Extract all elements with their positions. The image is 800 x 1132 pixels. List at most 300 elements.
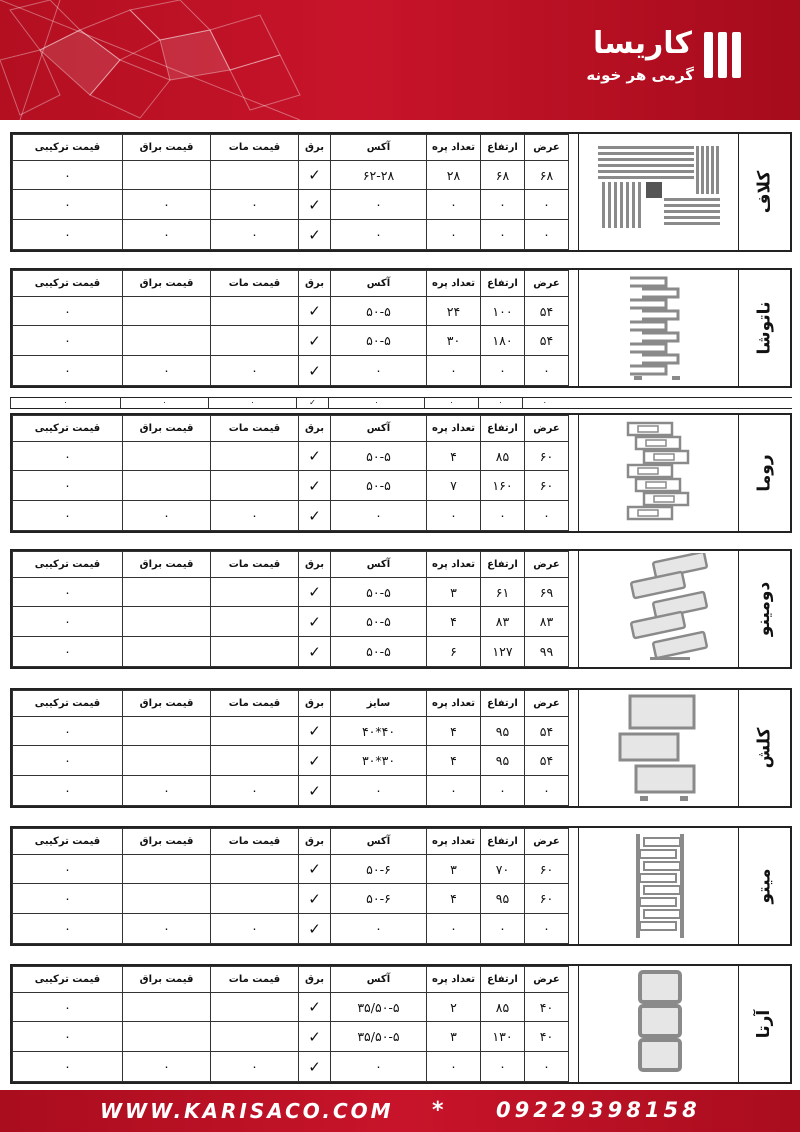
table-cell [123, 746, 211, 776]
table-cell: ۵۰-۵ [331, 326, 427, 356]
column-header: قیمت ترکیبی [13, 416, 123, 442]
table-row [13, 441, 569, 471]
column-header: تعداد پره [427, 691, 481, 717]
table-row [13, 577, 569, 607]
table-cell: ۰ [123, 914, 211, 944]
table-cell: ۶۹ [525, 577, 569, 607]
column-header: تعداد پره [427, 271, 481, 297]
column-header: ارتفاع [481, 691, 525, 717]
table-cell: ۰ [13, 190, 123, 220]
column-header: ارتفاع [481, 416, 525, 442]
column-header: قیمت مات [211, 691, 299, 717]
table-cell: ۰ [13, 356, 123, 386]
radiator-thumbnail [584, 136, 734, 248]
electric-check-icon: ✓ [299, 914, 331, 944]
table-cell: ۹۵ [481, 884, 525, 914]
product-block [10, 826, 792, 946]
column-header: برق [299, 967, 331, 993]
column-header: عرض [525, 967, 569, 993]
table-row [13, 220, 569, 250]
table-cell: ۰ [525, 356, 569, 386]
table-cell: ۸۵ [481, 441, 525, 471]
product-image-cell [578, 415, 738, 531]
table-cell: ۰ [211, 1052, 299, 1082]
logo-bars-icon [704, 32, 742, 78]
electric-check-icon: ✓ [299, 607, 331, 637]
table-cell [211, 746, 299, 776]
column-header: عرض [525, 552, 569, 578]
table-cell: ۰ [481, 776, 525, 806]
table-cell: ۰ [331, 356, 427, 386]
table-cell: ۳۰ [427, 326, 481, 356]
table-cell: ۴۰ [525, 1022, 569, 1052]
product-block [10, 549, 792, 669]
column-header: تعداد پره [427, 967, 481, 993]
table-row [13, 471, 569, 501]
table-cell: ۴ [427, 441, 481, 471]
table-row [13, 607, 569, 637]
table-row [13, 884, 569, 914]
footer-banner [0, 1090, 800, 1132]
table-cell: ۶۰ [525, 884, 569, 914]
table-cell: ۰ [13, 577, 123, 607]
table-cell: ۰ [13, 220, 123, 250]
radiator-thumbnail [584, 553, 734, 665]
table-cell: ۰ [13, 471, 123, 501]
table-row [13, 356, 569, 386]
column-header: آکس [331, 552, 427, 578]
table-cell: ۵۰-۵ [331, 441, 427, 471]
electric-check-icon: ✓ [299, 326, 331, 356]
electric-check-icon: ✓ [299, 637, 331, 667]
table-cell: ۳۰*۳۰ [331, 746, 427, 776]
table-cell: ۰ [525, 220, 569, 250]
table-cell: ۰ [481, 190, 525, 220]
column-header: عرض [525, 829, 569, 855]
product-block [10, 268, 792, 388]
column-header: قیمت براق [123, 135, 211, 161]
table-cell: ۴ [427, 607, 481, 637]
table-cell: ۰ [331, 190, 427, 220]
table-cell: ۰ [211, 501, 299, 531]
table-row [13, 637, 569, 667]
header-banner [0, 0, 800, 120]
table-cell: ۸۳ [525, 607, 569, 637]
table-cell: ۰ [427, 776, 481, 806]
column-header: قیمت مات [211, 829, 299, 855]
table-cell [123, 296, 211, 326]
table-cell: ۰ [13, 746, 123, 776]
table-cell [211, 471, 299, 501]
radiator-thumbnail [584, 830, 734, 942]
table-cell: ۳۵/۵۰-۵ [331, 992, 427, 1022]
table-cell: ۲۸ [427, 160, 481, 190]
strip-cell: ۰ [121, 398, 209, 408]
table-cell: ۰ [123, 501, 211, 531]
table-cell [211, 577, 299, 607]
column-header: ارتفاع [481, 271, 525, 297]
electric-check-icon: ✓ [299, 577, 331, 607]
table-cell: ۲ [427, 992, 481, 1022]
table-cell: ۰ [427, 220, 481, 250]
column-header: تعداد پره [427, 552, 481, 578]
product-image-cell [578, 966, 738, 1082]
product-block [10, 688, 792, 808]
table-header-row [13, 552, 569, 578]
separator-strip [10, 397, 792, 409]
table-cell [123, 577, 211, 607]
electric-check-icon: ✓ [299, 992, 331, 1022]
product-block [10, 964, 792, 1084]
column-header: برق [299, 552, 331, 578]
column-header: قیمت براق [123, 271, 211, 297]
table-cell: ۰ [13, 914, 123, 944]
column-header: قیمت براق [123, 967, 211, 993]
table-cell [123, 992, 211, 1022]
column-header: ارتفاع [481, 552, 525, 578]
phone-number[interactable]: 09229398158 [496, 1098, 701, 1122]
product-name: میتو [754, 868, 775, 904]
spec-table [12, 690, 569, 806]
strip-cell: ۰ [209, 398, 297, 408]
table-cell [211, 637, 299, 667]
radiator-thumbnail [584, 417, 734, 529]
product-name-cell [738, 828, 790, 944]
table-cell: ۰ [13, 854, 123, 884]
strip-cell: ۰ [479, 398, 523, 408]
table-cell: ۰ [13, 776, 123, 806]
table-cell: ۱۰۰ [481, 296, 525, 326]
table-cell: ۰ [13, 1022, 123, 1052]
electric-check-icon: ✓ [299, 854, 331, 884]
table-cell: ۰ [427, 1052, 481, 1082]
table-cell: ۱۶۰ [481, 471, 525, 501]
table-cell: ۵۰-۵ [331, 637, 427, 667]
electric-check-icon: ✓ [299, 296, 331, 326]
column-header: برق [299, 271, 331, 297]
table-cell: ۵۰-۵ [331, 296, 427, 326]
strip-cell: ۰ [523, 398, 567, 408]
spec-table [12, 134, 569, 250]
table-cell: ۵۰-۵ [331, 471, 427, 501]
table-header-row [13, 271, 569, 297]
product-image-cell [578, 134, 738, 250]
geometric-pattern-decoration [0, 0, 330, 120]
electric-check-icon: ✓ [299, 776, 331, 806]
strip-table [10, 398, 567, 408]
table-cell: ۹۵ [481, 746, 525, 776]
electric-check-icon: ✓ [299, 1022, 331, 1052]
table-cell: ۵۴ [525, 746, 569, 776]
table-header-row [13, 829, 569, 855]
strip-cell: ۰ [425, 398, 479, 408]
table-cell [123, 1022, 211, 1052]
table-cell: ۰ [331, 776, 427, 806]
table-cell: ۰ [481, 914, 525, 944]
table-cell: ۵۴ [525, 326, 569, 356]
table-cell: ۰ [481, 220, 525, 250]
column-header: تعداد پره [427, 135, 481, 161]
table-cell: ۰ [525, 914, 569, 944]
table-cell: ۰ [13, 637, 123, 667]
brand-logo [522, 26, 742, 96]
table-cell [211, 441, 299, 471]
table-cell: ۰ [211, 190, 299, 220]
table-row [13, 501, 569, 531]
column-header: قیمت مات [211, 416, 299, 442]
product-block [10, 413, 792, 533]
radiator-thumbnail [584, 692, 734, 804]
product-name-cell [738, 966, 790, 1082]
column-header: ارتفاع [481, 829, 525, 855]
radiator-thumbnail [584, 272, 734, 384]
table-cell: ۰ [13, 326, 123, 356]
column-header: سایز [331, 691, 427, 717]
table-cell: ۰ [481, 1052, 525, 1082]
electric-check-icon: ✓ [299, 356, 331, 386]
table-cell: ۴ [427, 746, 481, 776]
table-header-row [13, 967, 569, 993]
table-cell: ۰ [525, 1052, 569, 1082]
table-cell [123, 716, 211, 746]
table-cell: ۰ [427, 356, 481, 386]
table-cell: ۴۰*۴۰ [331, 716, 427, 746]
table-cell: ۶۰ [525, 854, 569, 884]
table-cell: ۰ [13, 716, 123, 746]
table-cell: ۰ [525, 190, 569, 220]
table-cell: ۷ [427, 471, 481, 501]
table-cell [211, 160, 299, 190]
table-cell: ۶۸ [525, 160, 569, 190]
table-cell: ۳ [427, 854, 481, 884]
product-name-cell [738, 415, 790, 531]
table-cell: ۲۴ [427, 296, 481, 326]
product-image-cell [578, 690, 738, 806]
table-cell: ۴۰ [525, 992, 569, 1022]
table-row [13, 1052, 569, 1082]
table-cell: ۵۴ [525, 716, 569, 746]
column-header: برق [299, 829, 331, 855]
table-row [13, 1022, 569, 1052]
column-header: عرض [525, 691, 569, 717]
table-cell [123, 637, 211, 667]
table-cell [211, 884, 299, 914]
table-cell: ۰ [13, 501, 123, 531]
table-cell: ۰ [13, 1052, 123, 1082]
column-header: برق [299, 691, 331, 717]
spec-table [12, 551, 569, 667]
table-cell: ۰ [13, 160, 123, 190]
product-name: دومینو [754, 581, 775, 637]
table-cell: ۱۳۰ [481, 1022, 525, 1052]
column-header: ارتفاع [481, 135, 525, 161]
product-image-cell [578, 828, 738, 944]
table-cell: ۰ [331, 501, 427, 531]
table-cell: ۰ [123, 776, 211, 806]
product-name: روما [754, 454, 775, 492]
table-cell: ۶۸ [481, 160, 525, 190]
table-cell [211, 607, 299, 637]
column-header: تعداد پره [427, 829, 481, 855]
table-cell [123, 326, 211, 356]
table-cell [123, 607, 211, 637]
table-cell: ۶۰ [525, 471, 569, 501]
table-cell: ۸۵ [481, 992, 525, 1022]
table-cell: ۰ [211, 220, 299, 250]
table-cell: ۳۵/۵۰-۵ [331, 1022, 427, 1052]
column-header: قیمت ترکیبی [13, 691, 123, 717]
spec-table [12, 828, 569, 944]
table-cell: ۶ [427, 637, 481, 667]
table-cell: ۰ [525, 776, 569, 806]
table-cell: ۰ [331, 1052, 427, 1082]
column-header: قیمت براق [123, 416, 211, 442]
footer-separator: * [432, 1098, 444, 1123]
column-header: آکس [331, 416, 427, 442]
column-header: آکس [331, 271, 427, 297]
column-header: قیمت مات [211, 552, 299, 578]
table-row [13, 914, 569, 944]
column-header: قیمت مات [211, 135, 299, 161]
table-cell [211, 854, 299, 884]
table-cell: ۰ [525, 501, 569, 531]
column-header: آکس [331, 135, 427, 161]
table-cell: ۰ [427, 914, 481, 944]
table-cell: ۰ [427, 190, 481, 220]
column-header: قیمت براق [123, 691, 211, 717]
table-cell [123, 471, 211, 501]
product-name: کلش [754, 727, 775, 769]
spec-table [12, 270, 569, 386]
table-cell: ۵۰-۵ [331, 577, 427, 607]
table-cell: ۰ [211, 356, 299, 386]
table-cell: ۰ [211, 776, 299, 806]
column-header: قیمت ترکیبی [13, 829, 123, 855]
table-cell: ۶۲-۲۸ [331, 160, 427, 190]
product-name: کلاف [754, 170, 775, 214]
electric-check-icon: ✓ [299, 884, 331, 914]
column-header: تعداد پره [427, 416, 481, 442]
table-cell [123, 884, 211, 914]
table-cell: ۴ [427, 716, 481, 746]
brand-name: کاریسا [592, 26, 692, 61]
spec-table [12, 966, 569, 1082]
electric-check-icon: ✓ [299, 220, 331, 250]
table-row [13, 746, 569, 776]
table-header-row [13, 135, 569, 161]
table-cell: ۵۰-۵ [331, 607, 427, 637]
table-cell: ۳ [427, 1022, 481, 1052]
column-header: آکس [331, 829, 427, 855]
table-cell [211, 1022, 299, 1052]
table-row [13, 716, 569, 746]
table-cell: ۰ [123, 190, 211, 220]
electric-check-icon: ✓ [299, 471, 331, 501]
product-name: ناتوشا [754, 301, 775, 355]
table-row [13, 854, 569, 884]
electric-check-icon: ✓ [299, 1052, 331, 1082]
table-cell: ۰ [123, 356, 211, 386]
product-block [10, 132, 792, 252]
table-cell: ۱۲۷ [481, 637, 525, 667]
table-row [13, 776, 569, 806]
column-header: برق [299, 416, 331, 442]
column-header: قیمت ترکیبی [13, 135, 123, 161]
product-name: آرتا [754, 1009, 775, 1039]
electric-check-icon: ✓ [299, 441, 331, 471]
table-header-row [13, 691, 569, 717]
table-cell: ۰ [13, 296, 123, 326]
electric-check-icon: ✓ [299, 501, 331, 531]
product-image-cell [578, 270, 738, 386]
product-name-cell [738, 270, 790, 386]
product-name-cell [738, 551, 790, 667]
website-link[interactable]: WWW.KARISACO.COM [100, 1099, 394, 1123]
column-header: قیمت مات [211, 967, 299, 993]
table-row [13, 992, 569, 1022]
table-cell: ۰ [481, 501, 525, 531]
table-cell: ۷۰ [481, 854, 525, 884]
table-cell: ۵۰-۶ [331, 884, 427, 914]
product-name-cell [738, 134, 790, 250]
product-image-cell [578, 551, 738, 667]
spec-table [12, 415, 569, 531]
brand-tagline: گرمی هر خونه [586, 66, 694, 84]
table-cell: ۱۸۰ [481, 326, 525, 356]
column-header: عرض [525, 271, 569, 297]
table-cell: ۰ [481, 356, 525, 386]
electric-check-icon: ✓ [299, 716, 331, 746]
column-header: برق [299, 135, 331, 161]
electric-check-icon: ✓ [297, 398, 329, 408]
column-header: قیمت ترکیبی [13, 967, 123, 993]
table-header-row [13, 416, 569, 442]
table-cell: ۵۰-۶ [331, 854, 427, 884]
table-row [13, 296, 569, 326]
table-cell: ۰ [13, 884, 123, 914]
table-cell: ۶۰ [525, 441, 569, 471]
column-header: عرض [525, 416, 569, 442]
table-row [13, 190, 569, 220]
column-header: ارتفاع [481, 967, 525, 993]
table-cell: ۵۴ [525, 296, 569, 326]
electric-check-icon: ✓ [299, 746, 331, 776]
table-cell [123, 160, 211, 190]
table-cell: ۶۱ [481, 577, 525, 607]
strip-cell: ۰ [11, 398, 121, 408]
product-name-cell [738, 690, 790, 806]
table-cell: ۰ [13, 441, 123, 471]
radiator-thumbnail [584, 968, 734, 1080]
column-header: قیمت براق [123, 829, 211, 855]
table-cell: ۰ [211, 914, 299, 944]
table-cell [211, 326, 299, 356]
table-cell [211, 992, 299, 1022]
strip-cell: ۰ [329, 398, 425, 408]
column-header: قیمت ترکیبی [13, 552, 123, 578]
table-cell: ۰ [123, 1052, 211, 1082]
table-cell: ۰ [427, 501, 481, 531]
table-cell: ۹۵ [481, 716, 525, 746]
table-cell: ۰ [123, 220, 211, 250]
table-row [13, 326, 569, 356]
column-header: قیمت براق [123, 552, 211, 578]
table-cell: ۳ [427, 577, 481, 607]
table-row [13, 160, 569, 190]
table-cell: ۰ [331, 220, 427, 250]
table-cell [211, 296, 299, 326]
table-cell: ۰ [13, 992, 123, 1022]
